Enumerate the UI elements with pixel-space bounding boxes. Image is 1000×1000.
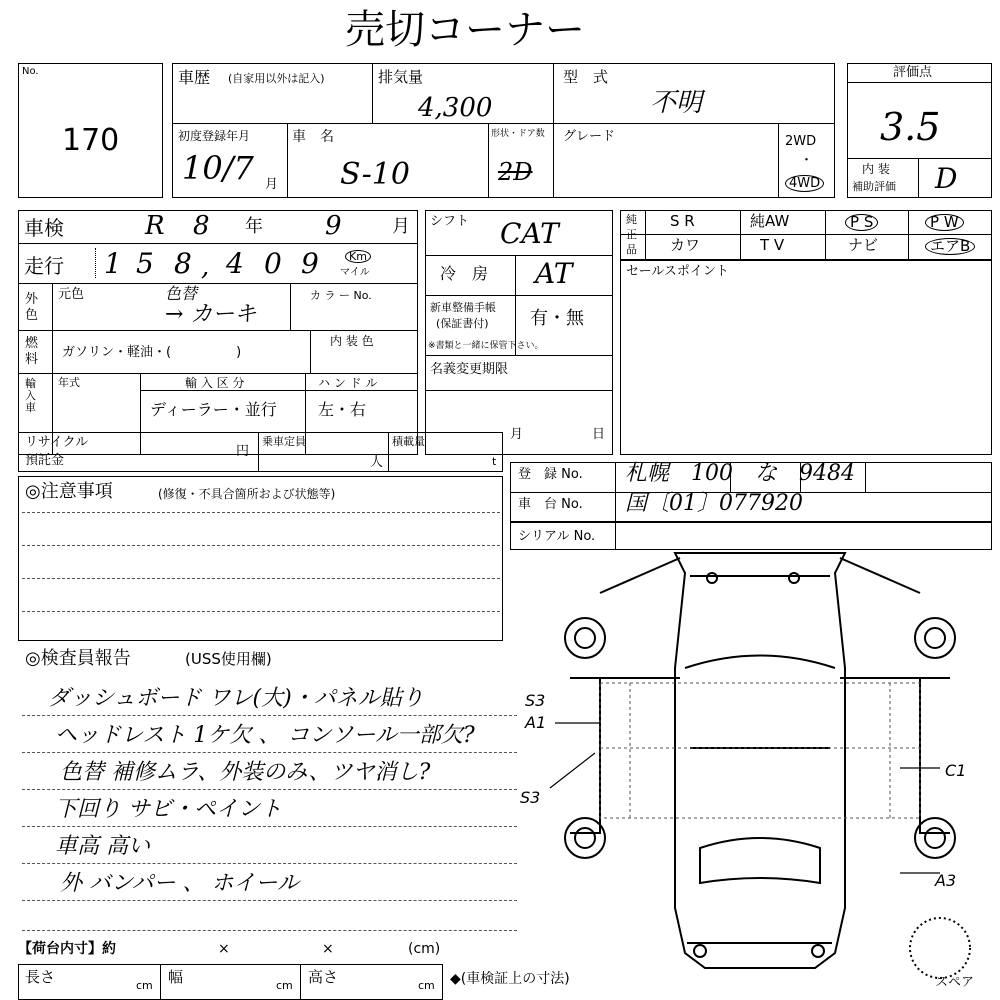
inspector-line: 下回り サビ・ペイント — [55, 797, 282, 822]
equip-ps: P S — [845, 214, 878, 231]
interior-color-label: 内 装 色 — [330, 334, 374, 348]
name-change-day: 日 — [592, 427, 606, 442]
shift-value: CAT — [500, 217, 559, 250]
mark-a3: A3 — [935, 871, 957, 890]
equip-leather: カワ — [670, 236, 701, 254]
car-name-value: S-10 — [340, 157, 410, 192]
dim-width-unit: cm — [276, 979, 293, 992]
shift-label: シフト — [430, 214, 470, 229]
inspector-line: 車高 高い — [55, 834, 150, 859]
exterior-original-label: 元色 — [58, 287, 85, 302]
interior-label: 内 装 — [862, 162, 890, 176]
drive-dot: ・ — [800, 153, 814, 168]
sales-point-box — [620, 260, 992, 455]
inspector-line: 外 バンパー 、 ホイール — [60, 871, 300, 896]
dim-height-unit: cm — [418, 979, 435, 992]
exterior-color-new: → カーキ — [165, 302, 257, 327]
dim-height-label: 高さ — [308, 968, 339, 986]
grade-label: グレード — [563, 129, 616, 144]
dim-width-label: 幅 — [168, 968, 184, 986]
cargo-x1: × — [218, 941, 230, 957]
equip-pw: P W — [925, 214, 964, 231]
equip-aw: 純AW — [750, 212, 790, 230]
inspector-line: ダッシュボード ワレ(大)・パネル貼り — [48, 686, 424, 711]
equip-tv: T V — [760, 236, 785, 254]
history-note: (自家用以外は記入) — [228, 72, 325, 85]
serial-label: シリアル No. — [518, 529, 596, 544]
first-reg-unit: 月 — [265, 177, 279, 192]
maintenance-note: ※書類と一緒に保管下さい。 — [428, 341, 544, 351]
registration-value: 札幌 100 な 9484 — [625, 461, 855, 486]
mileage-digit: 4 — [226, 247, 244, 280]
inspector-line: 色替 補修ムラ、外装のみ、ツヤ消し? — [60, 760, 431, 785]
inspector-sub: (USS使用欄) — [185, 650, 272, 668]
mileage-digit: 9 — [301, 247, 319, 280]
history-label: 車歴 — [178, 68, 211, 87]
interior-sub-label: 補助評価 — [852, 180, 896, 193]
displacement-label: 排気量 — [378, 68, 424, 86]
inspector-label: ◎検査員報告 — [25, 648, 131, 669]
exterior-color-label: 外色 — [25, 292, 39, 323]
maintenance-value: 有・無 — [530, 308, 584, 329]
car-body-outline — [675, 553, 845, 968]
spare-label: スペア — [935, 975, 975, 990]
maintenance-sub-label: (保証書付) — [436, 317, 489, 330]
capacity-unit: 人 — [370, 455, 384, 470]
first-reg-label: 初度登録年月 — [178, 129, 251, 143]
shape-value: 2D — [498, 158, 533, 186]
mileage-digit: 1 — [104, 247, 122, 280]
mark-c1: C1 — [945, 761, 967, 780]
cargo-x2: × — [322, 941, 334, 957]
car-name-label: 車 名 — [292, 129, 334, 145]
equip-sr: S R — [670, 212, 695, 230]
score-label: 評価点 — [893, 65, 933, 80]
recycle-label: リサイクル — [25, 435, 89, 450]
mark-s3-top: S3 — [525, 691, 546, 710]
shaken-label: 車検 — [24, 216, 64, 240]
maintenance-label: 新車整備手帳 — [430, 301, 496, 314]
cargo-label: 【荷台内寸】約 — [18, 941, 116, 957]
shaken-month: 9 — [325, 211, 342, 241]
displacement-value: 4,300 — [418, 93, 493, 123]
car-damage-diagram — [520, 548, 990, 1000]
color-code-label: カ ラ ー No. — [310, 289, 372, 302]
notes-sub: (修復・不具合箇所および状態等) — [158, 487, 336, 501]
equip-navi: ナビ — [848, 236, 879, 254]
dim-note: ◆(車検証上の寸法) — [450, 971, 570, 987]
equip-airbag: エアB — [925, 238, 975, 255]
recycle-box — [18, 432, 503, 472]
notes-label: ◎注意事項 — [25, 481, 113, 502]
recycle-unit: 円 — [236, 444, 250, 459]
drive-2wd: 2WD — [785, 134, 817, 149]
registration-label: 登 録 No. — [518, 467, 583, 482]
mileage-digit: 5 — [136, 247, 154, 280]
page-title: 売切コーナー — [345, 7, 585, 53]
mileage-unit-km: Km — [345, 250, 371, 263]
capacity-label: 乗車定員 — [262, 435, 306, 448]
fuel-label: 燃料 — [25, 336, 39, 367]
model-label: 型 式 — [563, 68, 609, 86]
handle-label: ハ ン ド ル — [318, 376, 378, 390]
import-category: ディーラー・並行 — [150, 400, 277, 419]
mileage-digit: 8 — [174, 247, 192, 280]
recycle-sub-label: 預託金 — [25, 453, 65, 468]
exterior-color-value: 色替 — [165, 284, 198, 303]
aircon-value: AT — [535, 257, 573, 290]
mileage-comma: , — [201, 252, 210, 282]
first-reg-value: 10/7 — [182, 149, 254, 187]
mark-a1: A1 — [525, 713, 547, 732]
dim-length-label: 長さ — [25, 968, 56, 986]
load-label: 積載量 — [392, 435, 425, 448]
import-label: 輸入車 — [25, 377, 36, 414]
import-year-label: 年式 — [58, 376, 80, 389]
drive-4wd: 4WD — [785, 175, 824, 192]
interior-value: D — [935, 162, 958, 195]
equipment-side-label: 純正品 — [626, 213, 637, 256]
shape-label: 形状・ドア数 — [491, 129, 545, 139]
score-value: 3.5 — [880, 105, 941, 149]
lot-no-label: No. — [22, 66, 39, 77]
name-change-month: 月 — [510, 427, 524, 442]
mileage-unit-mile: マイル — [340, 267, 370, 278]
aircon-label: 冷 房 — [440, 264, 489, 283]
model-value: 不明 — [650, 88, 703, 118]
inspector-line: ヘッドレスト 1ケ欠 、 コンソール一部欠? — [55, 723, 475, 748]
fuel-options: ガソリン・軽油・( ) — [62, 345, 242, 360]
lot-number: 170 — [62, 123, 120, 158]
shaken-year-unit: 年 — [245, 216, 263, 237]
load-unit: t — [492, 455, 497, 468]
import-category-label: 輸 入 区 分 — [185, 376, 245, 390]
dim-length-unit: cm — [136, 979, 153, 992]
mileage-label: 走行 — [24, 254, 64, 278]
shaken-year: 8 — [193, 211, 210, 241]
chassis-value: 国〔01〕077920 — [625, 491, 803, 516]
cargo-unit: (cm) — [408, 941, 441, 957]
dimension-box — [18, 964, 443, 1000]
name-change-label: 名義変更期限 — [430, 362, 509, 377]
chassis-label: 車 台 No. — [518, 497, 583, 512]
mileage-digit: 0 — [264, 247, 282, 280]
mark-s3-mid: S3 — [520, 788, 541, 807]
handle-value: 左・右 — [318, 400, 367, 419]
sales-point-label: セールスポイント — [626, 264, 729, 279]
mileage-digits — [95, 247, 336, 282]
shaken-era: R — [145, 211, 165, 241]
shaken-month-unit: 月 — [392, 216, 410, 237]
